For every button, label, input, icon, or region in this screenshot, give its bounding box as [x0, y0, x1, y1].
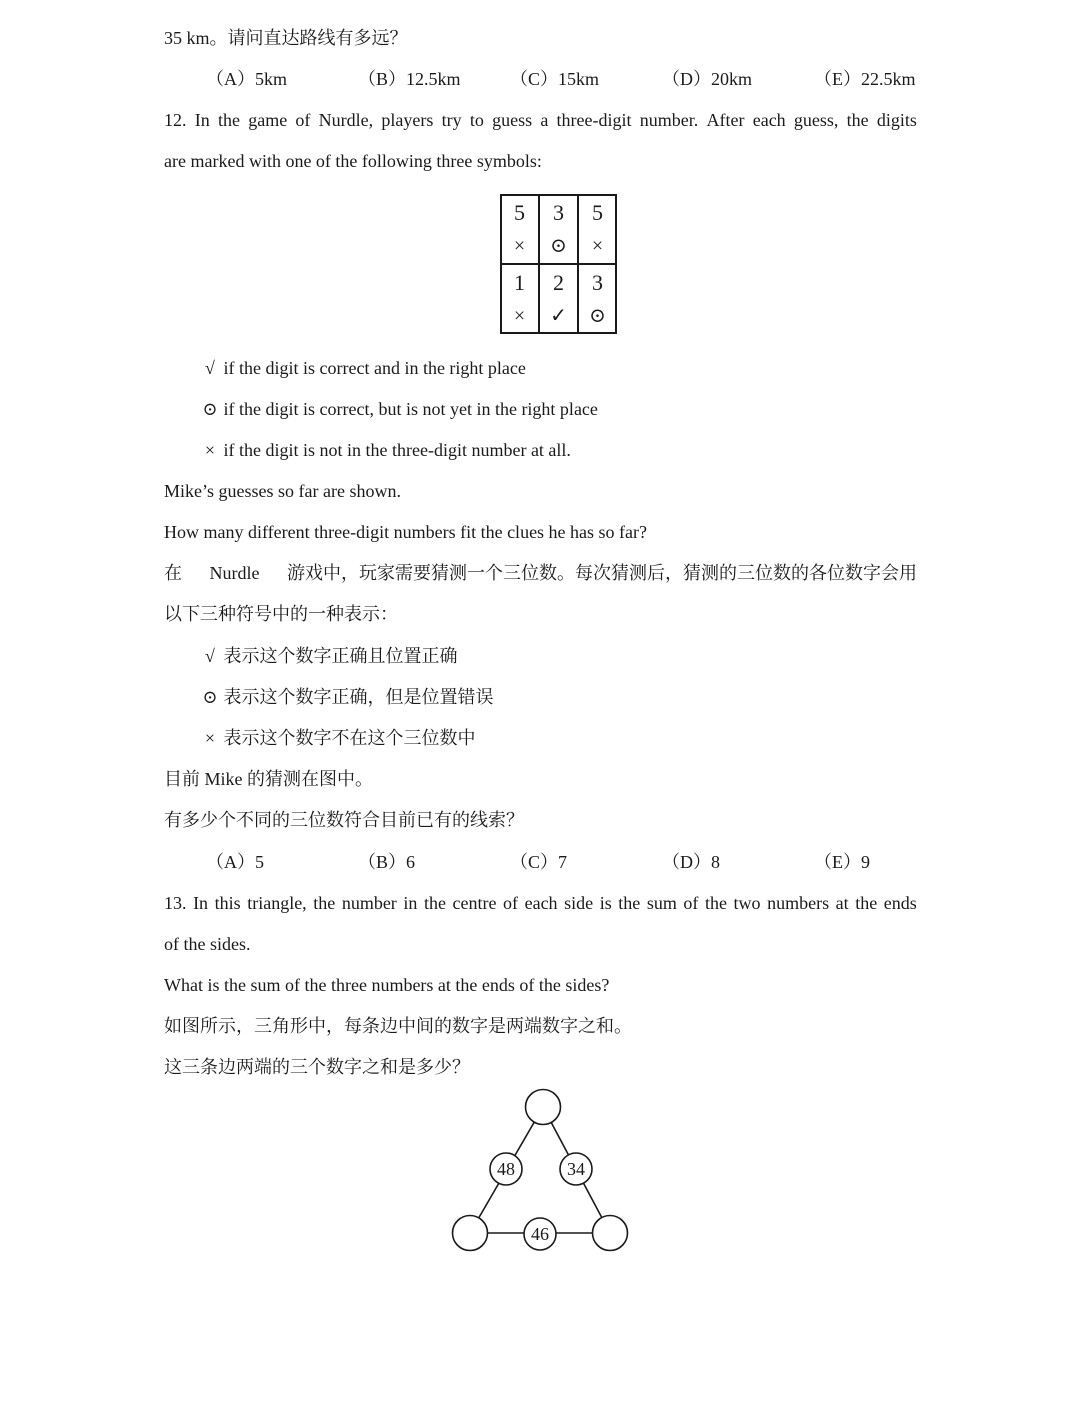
- word: sum: [646, 893, 677, 913]
- mark-cross-icon: ×: [513, 305, 526, 327]
- rule-text: if the digit is correct, but is not yet in the right place: [223, 399, 598, 419]
- word: In: [193, 893, 209, 913]
- q12-question: How many different three-digit numbers fit the clues he has so far?: [164, 522, 648, 542]
- q13-intro-line-2: of the sides.: [164, 934, 251, 954]
- q12-cn-intro-line-2: 以下三种符号中的一种表示：: [164, 604, 398, 624]
- guess-digit: 2: [553, 270, 564, 295]
- word: number.: [639, 110, 699, 130]
- guess-2-cell-2: [539, 264, 578, 334]
- word: of: [683, 893, 699, 913]
- q13-cn-intro: 如图所示，三角形中，每条边中间的数字是两端数字之和。: [164, 1016, 632, 1036]
- word: number: [341, 893, 397, 913]
- rule-en-correct-place: [201, 357, 526, 379]
- mark-dot-circle-icon: ⊙: [550, 235, 567, 257]
- word: digits: [876, 110, 917, 130]
- word: 13.: [164, 893, 187, 913]
- guess-1-cell-1: [500, 194, 539, 264]
- q12-cn-intro-line-1: [164, 562, 917, 584]
- q12-intro-line-1: [164, 109, 917, 131]
- guess-2-cell-1: [500, 264, 539, 334]
- dot-circle-icon: ⊙: [202, 399, 218, 419]
- right-side-number: 34: [567, 1159, 585, 1179]
- q13-intro-line-1: [164, 892, 917, 914]
- q11-choices: [0, 68, 1080, 90]
- guess-1-cell-3: [578, 194, 617, 264]
- rule-text: if the digit is correct and in the right place: [223, 358, 526, 378]
- word: side: [564, 893, 594, 913]
- word: players: [381, 110, 434, 130]
- word: the: [846, 110, 869, 130]
- word: a: [540, 110, 549, 130]
- q13-question: What is the sum of the three numbers at the ends of the sides?: [164, 975, 610, 995]
- q11-tail-text: 35 km。请问直达路线有多远？: [164, 28, 408, 48]
- guess-digit: 1: [514, 270, 525, 295]
- word: of: [503, 893, 519, 913]
- word: of: [295, 110, 311, 130]
- guess-digit: 3: [553, 200, 564, 225]
- word: try: [441, 110, 462, 130]
- word: 在: [164, 563, 182, 583]
- rule-text: 表示这个数字正确且位置正确: [223, 646, 458, 666]
- mark-cross-icon: ×: [513, 235, 526, 257]
- q13-cn-question: 这三条边两端的三个数字之和是多少？: [164, 1057, 470, 1077]
- top-vertex-circle: [526, 1090, 561, 1125]
- guess-2-cell-3: [578, 264, 617, 334]
- word: game: [248, 110, 288, 130]
- word: Nurdle: [209, 563, 260, 583]
- bottom-side-number: 46: [531, 1224, 549, 1244]
- word: is: [599, 893, 612, 913]
- q12-intro-line-2: are marked with one of the following three symbols:: [164, 151, 542, 171]
- word: In: [194, 110, 210, 130]
- word: the: [217, 110, 240, 130]
- bottom-left-vertex-circle: [453, 1216, 488, 1251]
- word: 游戏中，玩家需要猜测一个三位数。每次猜测后，猜测的三位数的各位数字会用: [286, 563, 917, 583]
- word: two: [733, 893, 761, 913]
- cross-icon: ×: [204, 728, 216, 748]
- q12-cn-shown-text: 目前 Mike 的猜测在图中。: [164, 769, 373, 789]
- nurdle-guess-grid: [500, 194, 617, 334]
- dot-circle-icon: ⊙: [202, 687, 218, 707]
- left-side-number: 48: [497, 1159, 515, 1179]
- rule-text: if the digit is not in the three-digit number at all.: [223, 440, 571, 460]
- q11-choice-c: （C）15km: [510, 69, 600, 89]
- word: the: [855, 893, 878, 913]
- word: in: [403, 893, 418, 913]
- word: three-digit: [556, 110, 632, 130]
- guess-digit: 5: [592, 200, 603, 225]
- word: each: [524, 893, 558, 913]
- check-icon: √: [205, 646, 215, 666]
- q12-choice-a: （A）5: [206, 852, 264, 872]
- word: this: [214, 893, 241, 913]
- q12-choice-e: （E）9: [814, 852, 870, 872]
- mark-cross-icon: ×: [591, 235, 604, 257]
- word: After: [706, 110, 745, 130]
- word: each: [752, 110, 786, 130]
- word: at: [835, 893, 849, 913]
- rule-cn-absent: [201, 727, 476, 749]
- word: ends: [883, 893, 917, 913]
- word: guess: [492, 110, 533, 130]
- guess-digit: 3: [592, 270, 603, 295]
- rule-text: 表示这个数字正确，但是位置错误: [223, 687, 494, 707]
- word: the: [423, 893, 446, 913]
- rule-en-wrong-place: [201, 398, 598, 420]
- q11-choice-b: （B）12.5km: [358, 69, 461, 89]
- q12-choices: [0, 851, 1080, 873]
- word: centre: [452, 893, 497, 913]
- q12-cn-question: 有多少个不同的三位数符合目前已有的线索？: [164, 810, 524, 830]
- word: guess,: [793, 110, 839, 130]
- guess-1-cell-2: [539, 194, 578, 264]
- rule-text: 表示这个数字不在这个三位数中: [223, 728, 476, 748]
- sum-triangle-diagram: [440, 1085, 640, 1260]
- q12-shown-text: Mike’s guesses so far are shown.: [164, 481, 401, 501]
- mark-check-icon: ✓: [550, 305, 567, 327]
- q12-choice-d: （D）8: [662, 852, 720, 872]
- word: 12.: [164, 110, 187, 130]
- guess-digit: 5: [514, 200, 525, 225]
- word: the: [704, 893, 727, 913]
- check-icon: √: [205, 358, 215, 378]
- rule-en-absent: [201, 439, 571, 461]
- mark-dot-circle-icon: ⊙: [589, 305, 606, 327]
- word: numbers: [767, 893, 830, 913]
- word: the: [313, 893, 336, 913]
- word: Nurdle,: [318, 110, 374, 130]
- q11-choice-d: （D）20km: [662, 69, 752, 89]
- q11-choice-a: （A）5km: [206, 69, 287, 89]
- bottom-right-vertex-circle: [593, 1216, 628, 1251]
- rule-cn-wrong-place: [201, 686, 494, 708]
- cross-icon: ×: [204, 440, 216, 460]
- q11-choice-e: （E）22.5km: [814, 69, 916, 89]
- rule-cn-correct-place: [201, 645, 458, 667]
- q12-choice-c: （C）7: [510, 852, 568, 872]
- word: to: [469, 110, 484, 130]
- word: triangle,: [247, 893, 307, 913]
- q12-choice-b: （B）6: [358, 852, 416, 872]
- word: the: [618, 893, 641, 913]
